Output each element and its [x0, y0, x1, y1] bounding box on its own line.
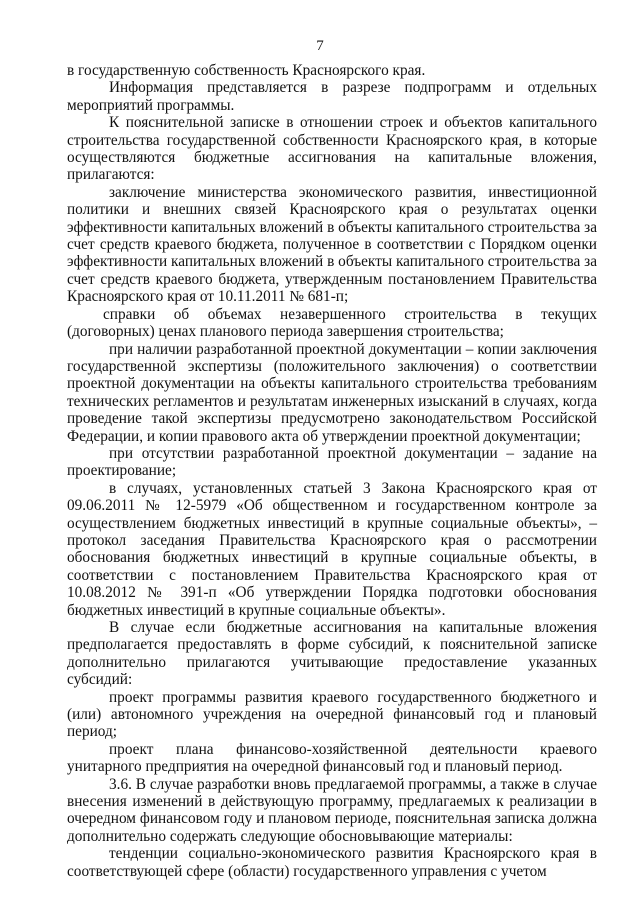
paragraph: тенденции социально-экономического развития Красноярского края в соответствующей сфере (области) государственного управления с учетом: [67, 845, 597, 880]
paragraph: в случаях, установленных статьей 3 Закона Красноярского края от 09.06.2011 № 12-5979 «Об общественном и государственном контроле за осуществлением бюджетных инвестиций в крупные социальные объекты», – протокол заседания Правительства Красноярского края о рассмотрении обоснования бюджетных инвестиций в крупные социальные объекты, в соответствии с постановлением Правительства Красноярского края от 10.08.2012 № 391-п «Об утверждении Порядка подготовки обоснования бюджетных инвестиций в крупные социальные объекты».: [67, 479, 597, 619]
paragraph: в государственную собственность Красноярского края.: [67, 62, 426, 79]
body-text: [67, 62, 597, 880]
paragraph: К пояснительной записке в отношении строек и объектов капитального строительства государственной собственности Красноярского края, в которые осуществляются бюджетные ассигнования на капитальные вложения, прилагаются:: [67, 114, 597, 184]
paragraph: при отсутствии разработанной проектной документации – задание на проектирование;: [67, 444, 597, 480]
paragraph: Информация представляется в разрезе подпрограмм и отдельных мероприятий программы.: [67, 79, 597, 114]
paragraph: справки об объемах незавершенного строительства в текущих (договорных) ценах планового периода завершения строительства;: [67, 305, 597, 341]
paragraph: 3.6. В случае разработки вновь предлагаемой программы, а также в случае внесения изменений в действующую программу, предлагаемых к реализации в очередном финансовом году и плановом периоде, пояснительная записка должна дополнительно содержать следующие обосновывающие материалы:: [67, 775, 597, 845]
paragraph: при наличии разработанной проектной документации – копии заключения государственной экспертизы (положительного заключения) о соответствии проектной документации на объекты капитального строительства требованиям технических регламентов и результатам инженерных изысканий в случаях, когда проведение такой экспертизы предусмотрено законодательством Российской Федерации, и копии правового акта об утверждении проектной документации;: [67, 340, 597, 445]
paragraph: проект плана финансово-хозяйственной деятельности краевого унитарного предприятия на очередной финансовый год и плановый период.: [67, 740, 597, 776]
paragraph: заключение министерства экономического развития, инвестиционной политики и внешних связей Красноярского края о результатах оценки эффективности капитальных вложений в объекты капитального строительства за счет средств краевого бюджета, полученное в соответствии с Порядком оценки эффективности капитальных вложений в объекты капитального строительства за счет средств краевого бюджета, утвержденным постановлением Правительства Красноярского края от 10.11.2011 № 681-п;: [67, 183, 597, 306]
paragraph: В случае если бюджетные ассигнования на капитальные вложения предполагается предоставлять в форме субсидий, к пояснительной записке дополнительно прилагаются учитывающие предоставление указанных субсидий:: [67, 619, 597, 689]
page-number: 7: [316, 38, 324, 54]
paragraph: проект программы развития краевого государственного бюджетного и (или) автономного учреждения на очередной финансовый год и плановый период;: [67, 688, 597, 741]
